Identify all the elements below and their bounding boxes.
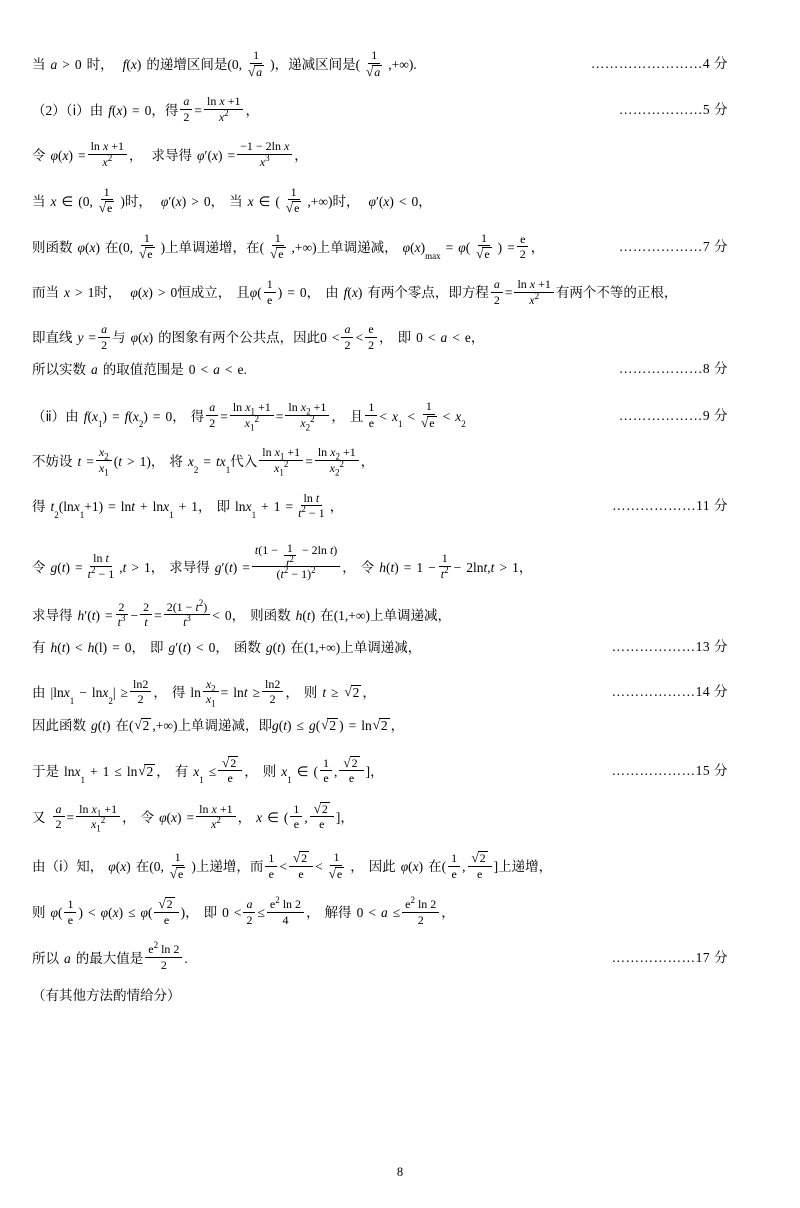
page-number: 8: [396, 1165, 404, 1179]
score-marker: ………………15 分: [611, 762, 728, 778]
math-expression: 令 φ ( x ) = $\frac{\text{ln x +1}}{x^2}$ ， 求导得 φ ′( x ) = $\frac{\text{−1 − 2ln x}}{x^3}$ ，: [32, 139, 308, 169]
solution-line: [32, 363, 728, 378]
grading-note: （有其他方法酌情给分）: [32, 987, 181, 1003]
solution-line: [32, 797, 728, 834]
solution-line: [32, 181, 728, 216]
math-expression: 由 |ln x 1 − ln x 2 | ≥ $\frac{\ln 2}{2}$ ， 得 ln $\frac{x_2}{x_1}$ = ln t ≥ $\frac{\ln 2}{2}$ ， 则 t ≥ √ 2 ，: [32, 676, 376, 709]
math-expression: 当 x ∈ (0, 1 √ e ) 时， φ ′( x ) > 0 ， 当 x ∈ ( 1 √ e ,+∞) 时， φ ′( x ) < 0 ，: [32, 184, 432, 216]
math-expression: 即直线 y = $\frac{a}{2}$ 与 φ ( x ) 的图象有两个公共点，因此 0 < $\frac{a}{2}$ < $\frac{e}{2}$ ， 即 0 < a < e ，: [32, 322, 485, 352]
math-expression: 于是 ln x 1 + 1 ≤ ln √ 2 ， 有 x 1 ≤ √ 2 e ， 则 x 1 ∈ ( $\frac{1}{e}$ , √ 2 e ] ，: [32, 754, 384, 786]
score-marker: ………………14 分: [611, 683, 728, 699]
math-expression: 由（ⅰ）知， φ ( x ) 在 (0, 1 √ e ) 上递增，而 $\frac{1}{e}$ < √ 2 e < 1 √ e ， 因此 φ ( x ) 在 ( $\frac{1}{e}$ , √ 2 e ] 上递增，: [32, 849, 553, 881]
score-marker: ………………11 分: [612, 497, 728, 513]
math-expression: 得 t 2 (ln x 1 +1) = ln t + ln x 1 + 1 ， 即 ln x 1 + 1 = $\frac{\text{ln t}}{t^2 - 1}$ ，: [32, 490, 344, 521]
math-expression: 因此函数 g ( t ) 在 ( √ 2 ,+∞) 上单调递减，即 g ( t ) ≤ g ( √ 2 ) = ln √ 2 ，: [32, 716, 405, 733]
solution-line: [32, 596, 728, 630]
math-expression: 令 g ( t ) = $\frac{\text{ln t}}{t^2 - 1}$ , t > 1 ， 求导得 g ′( t ) = t(1 − $\frac{1}{t^2}$ − 2ln t) $(t^2 - 1)^2$ ， 令 h ( t ) = 1 − $\frac{1}{t^2}$ − 2ln t , t > 1 ，: [32, 532, 532, 576]
score-marker: ………………13 分: [611, 638, 728, 654]
solution-line: [32, 638, 728, 656]
solution-line: [32, 751, 728, 786]
solution-line: [32, 227, 728, 262]
solution-line: [32, 441, 728, 478]
solution-line: [32, 532, 728, 581]
math-expression: 则 φ ( $\frac{1}{e}$ ) < φ ( x ) ≤ φ ( √ 2 e ) ， 即 0 < $\frac{a}{2}$ ≤ $\frac{e^2 \ln 2}{4}$ ， 解得 0 < a ≤ $\frac{e^2 \ln 2}{2}$ ，: [32, 895, 455, 927]
solution-line: [32, 135, 728, 169]
math-expression: 当 a > 0 时， f ( x ) 的递增区间是 (0, 1 √ a ) ，递减区间是 ( 1 √ a ,+∞).: [32, 48, 417, 79]
math-expression: （ⅱ）由 f ( x 1 ) = f ( x 2 ) = 0 ， 得 $\frac{a}{2}$ = $\frac{\ln x_1 +1}{x_1^2}$ = $\frac{\ln x_2 +1}{x_2^2}$ ， 且 $\frac{1}{e}$ < x 1 < 1 √ e < x 2: [32, 399, 466, 433]
solution-line: [32, 273, 728, 307]
score-marker: ………………9 分: [618, 407, 728, 423]
solution-line: [32, 90, 728, 124]
score-marker: ………………7 分: [618, 239, 728, 255]
math-expression: 则函数 φ ( x ) 在 (0, 1 √ e ) 上单调递增，在 ( 1 √ e ,+∞) 上单调递减， φ ( x ) max = φ ( 1 √ e ) = $\frac{e}{2}$ ，: [32, 230, 545, 262]
score-marker: ………………17 分: [611, 949, 728, 965]
math-expression: 有 h ( t ) < h (l) = 0 ， 即 g ′( t ) < 0 ， 函数 g ( t ) 在 (1,+∞) 上单调递减，: [32, 639, 422, 655]
score-marker: ………………5 分: [618, 101, 728, 117]
math-expression: （2）（ⅰ）由 f ( x ) = 0 ，得 $\frac{a}{2}$ = $\frac{\text{ln x +1}}{x^2}$ ，: [32, 94, 259, 124]
score-marker: ………………8 分: [618, 361, 728, 377]
math-expression: 所以 a 的最大值是 $\frac{e^2 \ln 2}{2}$ .: [32, 940, 188, 972]
math-expression: 而当 x > 1 时， φ ( x ) > 0 恒成立， 且 φ ( $\frac{1}{e}$ ) = 0 ， 由 f ( x ) 有两个零点，即方程 $\frac{a}{2}$ = $\frac{\text{ln x +1}}{x^2}$ 有两个不等的正根，: [32, 276, 678, 307]
solution-line: [32, 846, 728, 881]
math-expression: 求导得 h ′( t ) = $\frac{2}{t^3}$ − $\frac{2}{t}$ = $\frac{2(1 - t^2)}{t^3}$ < 0 ， 则函数 h ( t ) 在 (1,+∞) 上单调递减，: [32, 597, 452, 630]
score-marker: ……………………4 分: [590, 56, 728, 72]
math-expression: 所以实数 a 的取值范围是 0 < a < e.: [32, 362, 247, 378]
solution-line: [32, 673, 728, 709]
solution-line: [32, 487, 728, 521]
solution-line: [32, 395, 728, 433]
math-expression: 又 $\frac{a}{2}$ = $\frac{\ln x_1 +1}{x_1^2}$ ， 令 φ ( x ) = $\frac{\text{ln x +1}}{x^2}$ ， x ∈ ( $\frac{1}{e}$ , √ 2 e ] ，: [32, 800, 354, 834]
solution-line: [32, 938, 728, 972]
solution-line: [32, 892, 728, 927]
math-expression: 不妨设 t = $\frac{x_2}{x_1}$ ( t > 1) ， 将 x 2 = tx 1 代入 $\frac{\ln x_1 +1}{x_1^2}$ = $\frac{\ln x_2 +1}{x_2^2}$ ，: [32, 445, 375, 478]
solution-line: [32, 718, 728, 734]
solution-line: [32, 44, 728, 79]
solution-line: [32, 318, 728, 352]
